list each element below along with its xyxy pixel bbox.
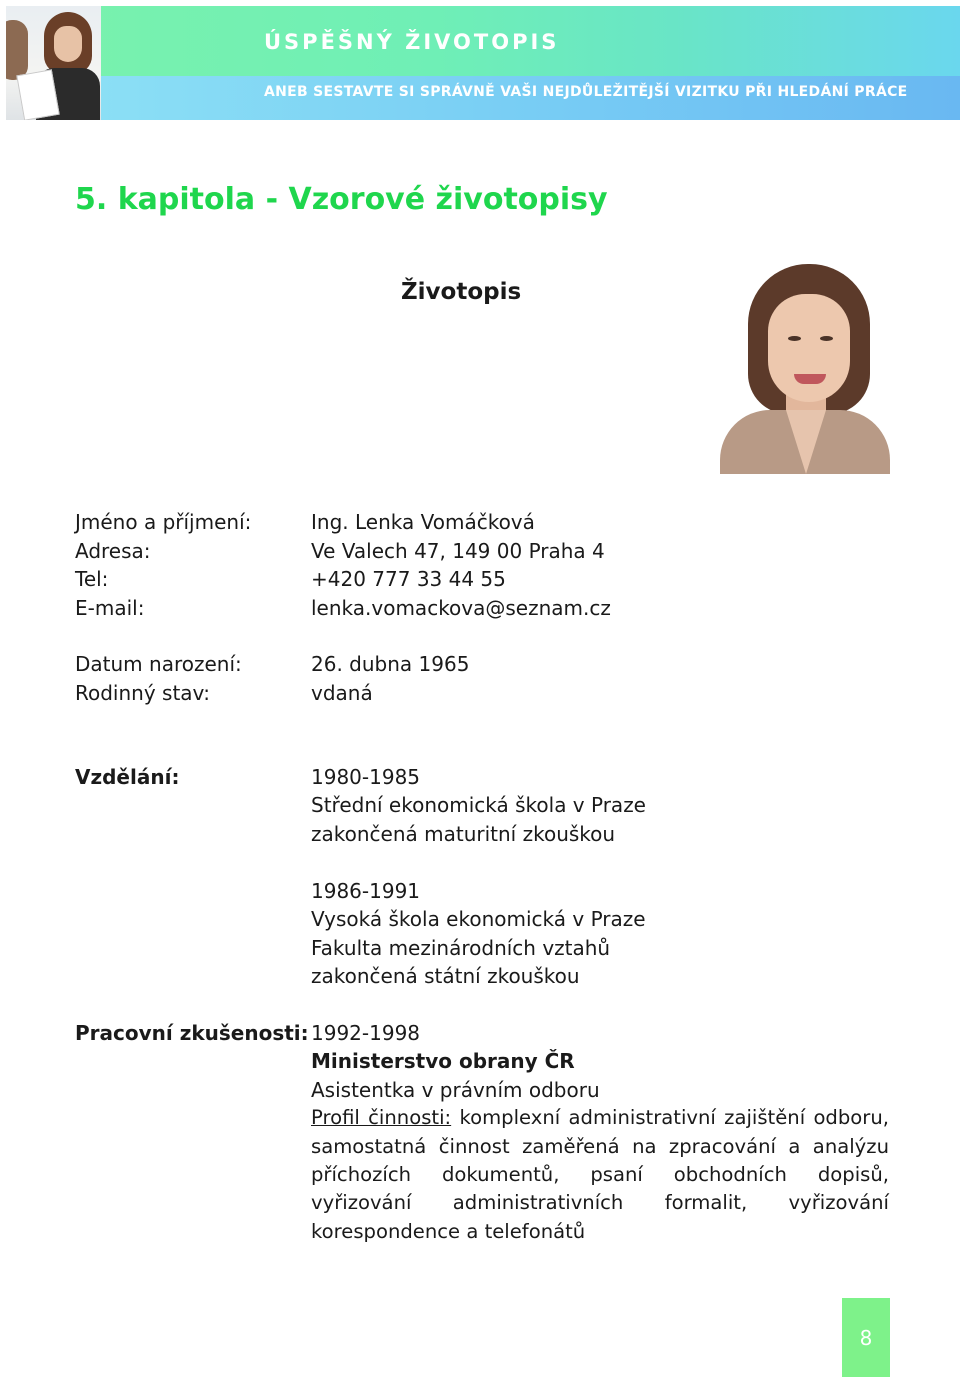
experience-employer: Ministerstvo obrany ČR: [311, 1049, 575, 1074]
education-years: 1980-1985: [311, 765, 421, 789]
education-school: Vysoká škola ekonomická v Praze: [311, 907, 646, 932]
education-entry: [311, 877, 889, 991]
header-banner: [6, 6, 960, 120]
profile-text: komplexní administrativní zajištění odboru, samostatná činnost zaměřená na zpracování a analýzu příchozích dokumentů, psaní obchodních dopisů, vyřizování administrativních formalit, vyřizování korespondence a telefonátů: [311, 1106, 889, 1243]
name-label: Jméno a příjmení:: [75, 510, 252, 534]
email-label: E-mail:: [75, 596, 145, 620]
education-faculty: Fakulta mezinárodních vztahů: [311, 935, 611, 960]
experience-label: Pracovní zkušenosti:: [75, 1021, 309, 1045]
header-photo: [6, 6, 101, 120]
education-entry: [311, 763, 889, 848]
education-detail: zakončená maturitní zkouškou: [311, 821, 616, 846]
phone-value: +420 777 33 44 55: [311, 567, 506, 591]
experience-profile: [311, 1104, 889, 1246]
header-subtitle: ANEB SESTAVTE SI SPRÁVNĚ VAŠI NEJDŮLEŽITĚJŠÍ VIZITKU PŘI HLEDÁNÍ PRÁCE: [264, 84, 908, 100]
phone-label: Tel:: [75, 567, 109, 591]
marital-status-label: Rodinný stav:: [75, 681, 211, 705]
header-title: ÚSPĚŠNÝ ŽIVOTOPIS: [264, 30, 560, 54]
experience-entry: [311, 1019, 889, 1246]
experience-years: 1992-1998: [311, 1021, 421, 1045]
page-number: 8: [842, 1298, 890, 1377]
chapter-title: 5. kapitola - Vzorové životopisy: [75, 182, 608, 217]
education-school: Střední ekonomická škola v Praze: [311, 793, 646, 818]
address-label: Adresa:: [75, 539, 151, 563]
education-detail: zakončená státní zkouškou: [311, 964, 580, 989]
document-title: Životopis: [401, 279, 522, 305]
marital-status-value: vdaná: [311, 681, 373, 705]
profile-label: Profil činnosti:: [311, 1106, 452, 1130]
experience-position: Asistentka v právním odboru: [311, 1077, 600, 1102]
education-label: Vzdělání:: [75, 765, 180, 789]
address-value: Ve Valech 47, 149 00 Praha 4: [311, 539, 605, 563]
education-years: 1986-1991: [311, 879, 421, 903]
birthdate-label: Datum narození:: [75, 652, 242, 676]
portrait-photo: [720, 260, 890, 474]
email-value: lenka.vomackova@seznam.cz: [311, 596, 611, 620]
name-value: Ing. Lenka Vomáčková: [311, 510, 535, 534]
birthdate-value: 26. dubna 1965: [311, 652, 470, 676]
